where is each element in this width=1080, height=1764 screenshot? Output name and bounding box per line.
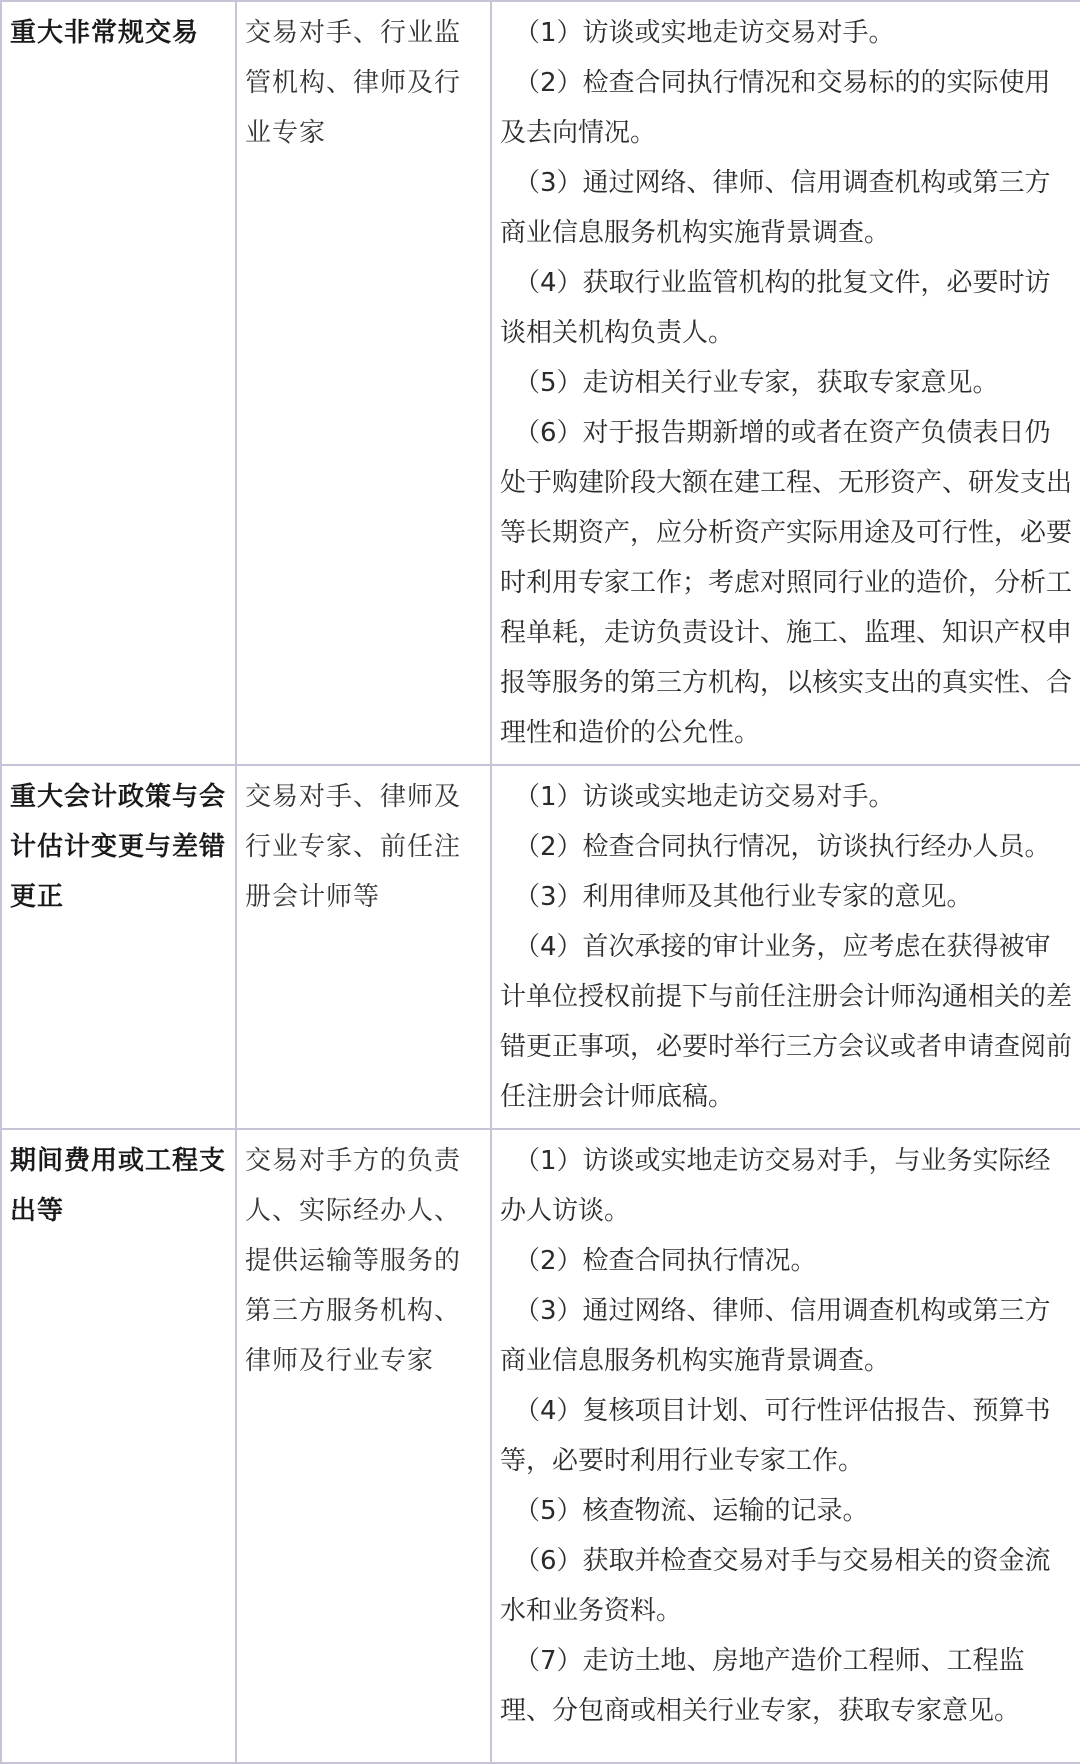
category-cell: 重大非常规交易 — [1, 1, 236, 765]
parties-cell: 交易对手、行业监管机构、律师及行业专家 — [236, 1, 491, 765]
procedure-item: （7）走访土地、房地产造价工程师、工程监理、分包商或相关行业专家，获取专家意见。 — [500, 1646, 1025, 1726]
procedure-item: （6）获取并检查交易对手与交易相关的资金流水和业务资料。 — [500, 1546, 1051, 1626]
procedure-item: （3）利用律师及其他行业专家的意见。 — [514, 882, 973, 912]
procedure-item: （5）核查物流、运输的记录。 — [514, 1496, 869, 1526]
procedure-item: （4）首次承接的审计业务，应考虑在获得被审计单位授权前提下与前任注册会计师沟通相关的差错更正事项，必要时举行三方会议或者申请查阅前任注册会计师底稿。 — [500, 932, 1073, 1112]
parties-cell: 交易对手方的负责人、实际经办人、提供运输等服务的第三方服务机构、律师及行业专家 — [236, 1129, 491, 1763]
procedure-item: （1）访谈或实地走访交易对手。 — [514, 18, 895, 48]
category-cell: 重大会计政策与会计估计变更与差错更正 — [1, 765, 236, 1129]
procedure-item: （2）检查合同执行情况。 — [514, 1246, 817, 1276]
procedure-item: （1）访谈或实地走访交易对手，与业务实际经办人访谈。 — [500, 1146, 1051, 1226]
procedure-item: （6）对于报告期新增的或者在资产负债表日仍处于购建阶段大额在建工程、无形资产、研发支出等长期资产，应分析资产实际用途及可行性，必要时利用专家工作；考虑对照同行业的造价，分析工程单耗，走访负责设计、施工、监理、知识产权申报等服务的第三方机构，以核实支出的真实性、合理性和造价的公允性。 — [500, 418, 1073, 748]
procedure-item: （4）复核项目计划、可行性评估报告、预算书等，必要时利用行业专家工作。 — [500, 1396, 1051, 1476]
procedures-cell — [491, 765, 1080, 1129]
parties-cell: 交易对手、律师及行业专家、前任注册会计师等 — [236, 765, 491, 1129]
procedures-cell — [491, 1, 1080, 765]
procedure-item: （2）检查合同执行情况，访谈执行经办人员。 — [514, 832, 1051, 862]
procedure-item: （3）通过网络、律师、信用调查机构或第三方商业信息服务机构实施背景调查。 — [500, 1296, 1051, 1376]
procedure-item: （4）获取行业监管机构的批复文件，必要时访谈相关机构负责人。 — [500, 268, 1051, 348]
procedure-item: （2）检查合同执行情况和交易标的的实际使用及去向情况。 — [500, 68, 1051, 148]
table-row — [1, 1129, 1080, 1763]
procedure-item: （1）访谈或实地走访交易对手。 — [514, 782, 895, 812]
table-row — [1, 1, 1080, 765]
procedures-cell — [491, 1129, 1080, 1763]
category-cell: 期间费用或工程支出等 — [1, 1129, 236, 1763]
procedure-item: （5）走访相关行业专家，获取专家意见。 — [514, 368, 999, 398]
procedure-item: （3）通过网络、律师、信用调查机构或第三方商业信息服务机构实施背景调查。 — [500, 168, 1051, 248]
table-row — [1, 765, 1080, 1129]
